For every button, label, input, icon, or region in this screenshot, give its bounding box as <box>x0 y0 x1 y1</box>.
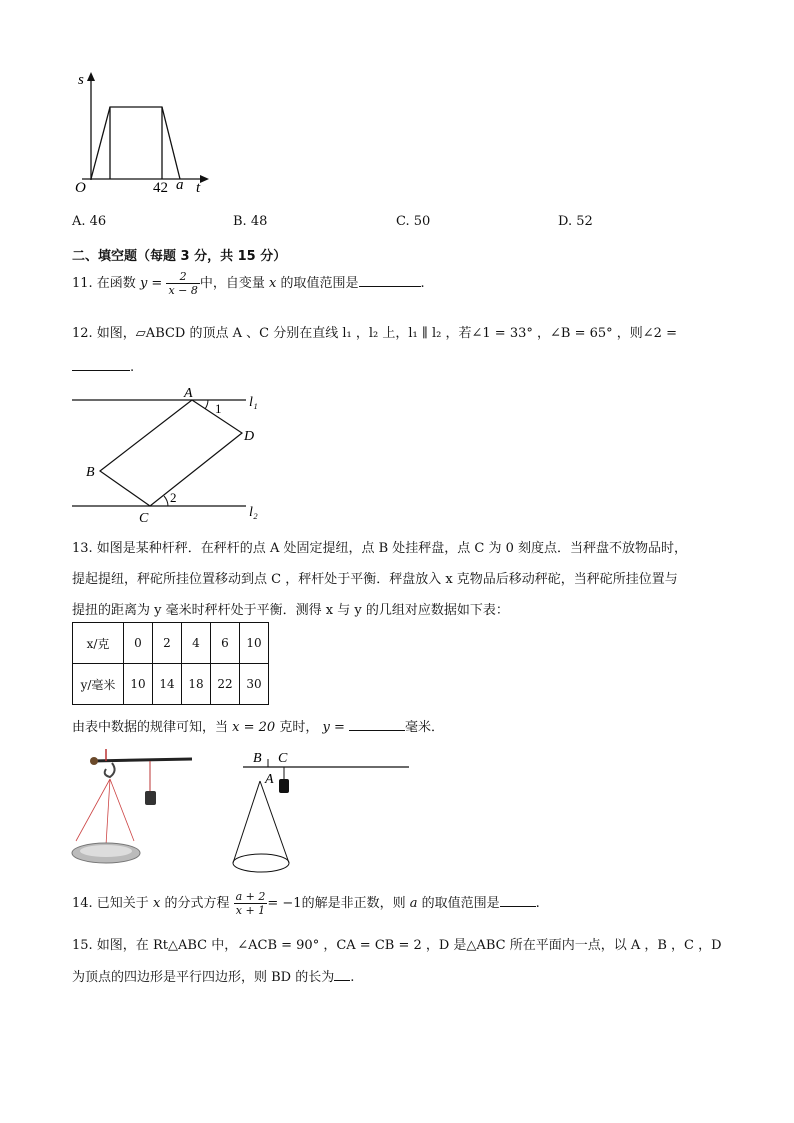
option-d[interactable]: D. 52 <box>558 214 593 229</box>
hook-icon <box>105 763 115 777</box>
steelyard-photo <box>70 745 200 870</box>
vertex-b-label: B <box>86 465 95 480</box>
q14-suffix: 的解是非正数，则 <box>301 896 406 911</box>
q13-conclusion-prefix: 由表中数据的规律可知，当 <box>72 720 229 735</box>
graph-trapezoid <box>91 107 180 179</box>
question-12-line2 <box>72 358 134 375</box>
line-l1-label: l₁ <box>249 395 258 410</box>
question-13-line2: 提起提纽，秤砣所挂位置移动到点 C ，秤杆处于平衡．秤盘放入 x 克物品后移动秤砣，当秤砣所挂位置与 <box>72 572 678 587</box>
x-axis-arrow <box>200 175 209 183</box>
q11-suffix2: 的取值范围是 <box>280 276 359 291</box>
pan-string-2 <box>110 779 134 841</box>
q14-mid: 的分式方程 <box>164 896 230 911</box>
question-15-line2 <box>72 966 354 985</box>
q14-frac-den: x + 1 <box>235 904 266 917</box>
speed-time-graph <box>72 68 217 198</box>
pan-string-3 <box>106 779 110 845</box>
weight-block <box>279 779 289 793</box>
q14-prefix: 14. 已知关于 <box>72 896 149 911</box>
question-12-line1: 12. 如图，▱ABCD 的顶点 A 、C 分别在直线 l₁ ，l₂ 上，l₁ ∥ l₂ ，若∠1 = 33° ，∠B = 65° ，则∠2 = <box>72 326 677 341</box>
table-cell: 30 <box>240 664 269 705</box>
data-table <box>72 622 269 705</box>
point-a-label: A <box>265 772 274 787</box>
q15-line2-prefix: 为顶点的四边形是平行四边形，则 BD 的长为 <box>72 970 335 985</box>
question-11 <box>72 270 425 297</box>
y-axis-arrow <box>87 72 95 81</box>
weighing-pan-inner <box>80 845 132 857</box>
point-c-label: C <box>278 751 288 766</box>
table-row <box>73 664 269 705</box>
tick-42-label: 42 <box>153 180 168 196</box>
tick-a-label: a <box>176 177 184 193</box>
cone-right-edge <box>260 781 289 863</box>
q13-conclusion-x: x = 20 <box>232 720 276 735</box>
angle-1-label: 1 <box>215 401 222 416</box>
q11-var: x <box>269 276 277 291</box>
table-cell: 2 <box>153 623 182 664</box>
table-cell: 22 <box>211 664 240 705</box>
q13-conclusion-unit: 毫米． <box>405 720 445 735</box>
q11-prefix: 11. 在函数 <box>72 276 136 291</box>
table-row <box>73 623 269 664</box>
table-cell: 18 <box>182 664 211 705</box>
parallelogram-figure <box>66 385 276 525</box>
q14-a: a <box>409 896 418 911</box>
table-header-x: x/克 <box>73 623 124 664</box>
angle-1-arc <box>205 400 208 409</box>
cone-base <box>233 854 289 872</box>
question-15-line1: 15. 如图，在 Rt△ABC 中，∠ACB = 90° ，CA = CB = 2 ，D 是△ABC 所在平面内一点，以 A ，B ，C ，D <box>72 938 722 953</box>
option-c[interactable]: C. 50 <box>396 214 431 229</box>
q12-end: . <box>130 360 135 375</box>
option-b[interactable]: B. 48 <box>233 214 268 229</box>
q11-fraction <box>166 270 199 297</box>
q14-answer-blank[interactable] <box>500 894 536 907</box>
q11-end: . <box>420 276 425 291</box>
section-title: 二、填空题（每题 3 分，共 15 分） <box>72 249 287 264</box>
q11-frac-den: x − 8 <box>168 284 198 297</box>
q11-y-eq: y = <box>139 276 163 291</box>
table-cell: 10 <box>124 664 153 705</box>
q11-frac-num: 2 <box>166 270 199 284</box>
steelyard-diagram <box>225 745 415 880</box>
question-13-line1: 13. 如图是某种杆秤．在秤杆的点 A 处固定提纽，点 B 处挂秤盘，点 C 为 0 刻度点．当秤盘不放物品时， <box>72 541 688 556</box>
cone-left-edge <box>233 781 260 863</box>
table-cell: 10 <box>240 623 269 664</box>
q13-conclusion-y: y = <box>322 720 345 735</box>
table-header-y: y/毫米 <box>73 664 124 705</box>
table-cell: 14 <box>153 664 182 705</box>
q14-fraction <box>234 890 268 917</box>
table-cell: 0 <box>124 623 153 664</box>
line-l2-label: l₂ <box>249 505 258 520</box>
vertex-d-label: D <box>244 429 255 444</box>
pan-string-1 <box>76 779 110 841</box>
point-b-label: B <box>253 751 262 766</box>
question-13-conclusion <box>72 716 444 735</box>
q14-rhs: = −1 <box>267 896 302 911</box>
q13-conclusion-mid: 克时， <box>279 720 319 735</box>
balance-rod <box>92 759 192 761</box>
table-cell: 6 <box>211 623 240 664</box>
weight-block <box>145 791 156 805</box>
q13-answer-blank[interactable] <box>349 718 405 731</box>
q15-answer-blank[interactable] <box>334 968 350 981</box>
q14-suffix2: 的取值范围是 <box>421 896 500 911</box>
table-cell: 4 <box>182 623 211 664</box>
q11-answer-blank[interactable] <box>359 274 421 287</box>
q14-var: x <box>152 896 161 911</box>
q14-frac-num: a + 2 <box>235 890 266 903</box>
q11-suffix: 中，自变量 <box>199 276 265 291</box>
angle-2-arc <box>164 496 168 506</box>
question-13-line3: 提扭的距离为 y 毫米时秤杆处于平衡．测得 x 与 y 的几组对应数据如下表： <box>72 603 509 618</box>
angle-2-label: 2 <box>170 490 177 505</box>
vertex-c-label: C <box>139 511 149 525</box>
rod-knob <box>90 757 98 765</box>
question-14 <box>72 889 540 919</box>
q14-end: . <box>535 896 540 911</box>
q12-answer-blank[interactable] <box>72 358 130 371</box>
option-a[interactable]: A. 46 <box>72 214 107 229</box>
axis-t-label: t <box>196 180 201 196</box>
vertex-a-label: A <box>184 386 193 401</box>
q15-end: . <box>350 970 355 985</box>
axis-s-label: s <box>78 72 84 88</box>
origin-label: O <box>75 180 86 196</box>
